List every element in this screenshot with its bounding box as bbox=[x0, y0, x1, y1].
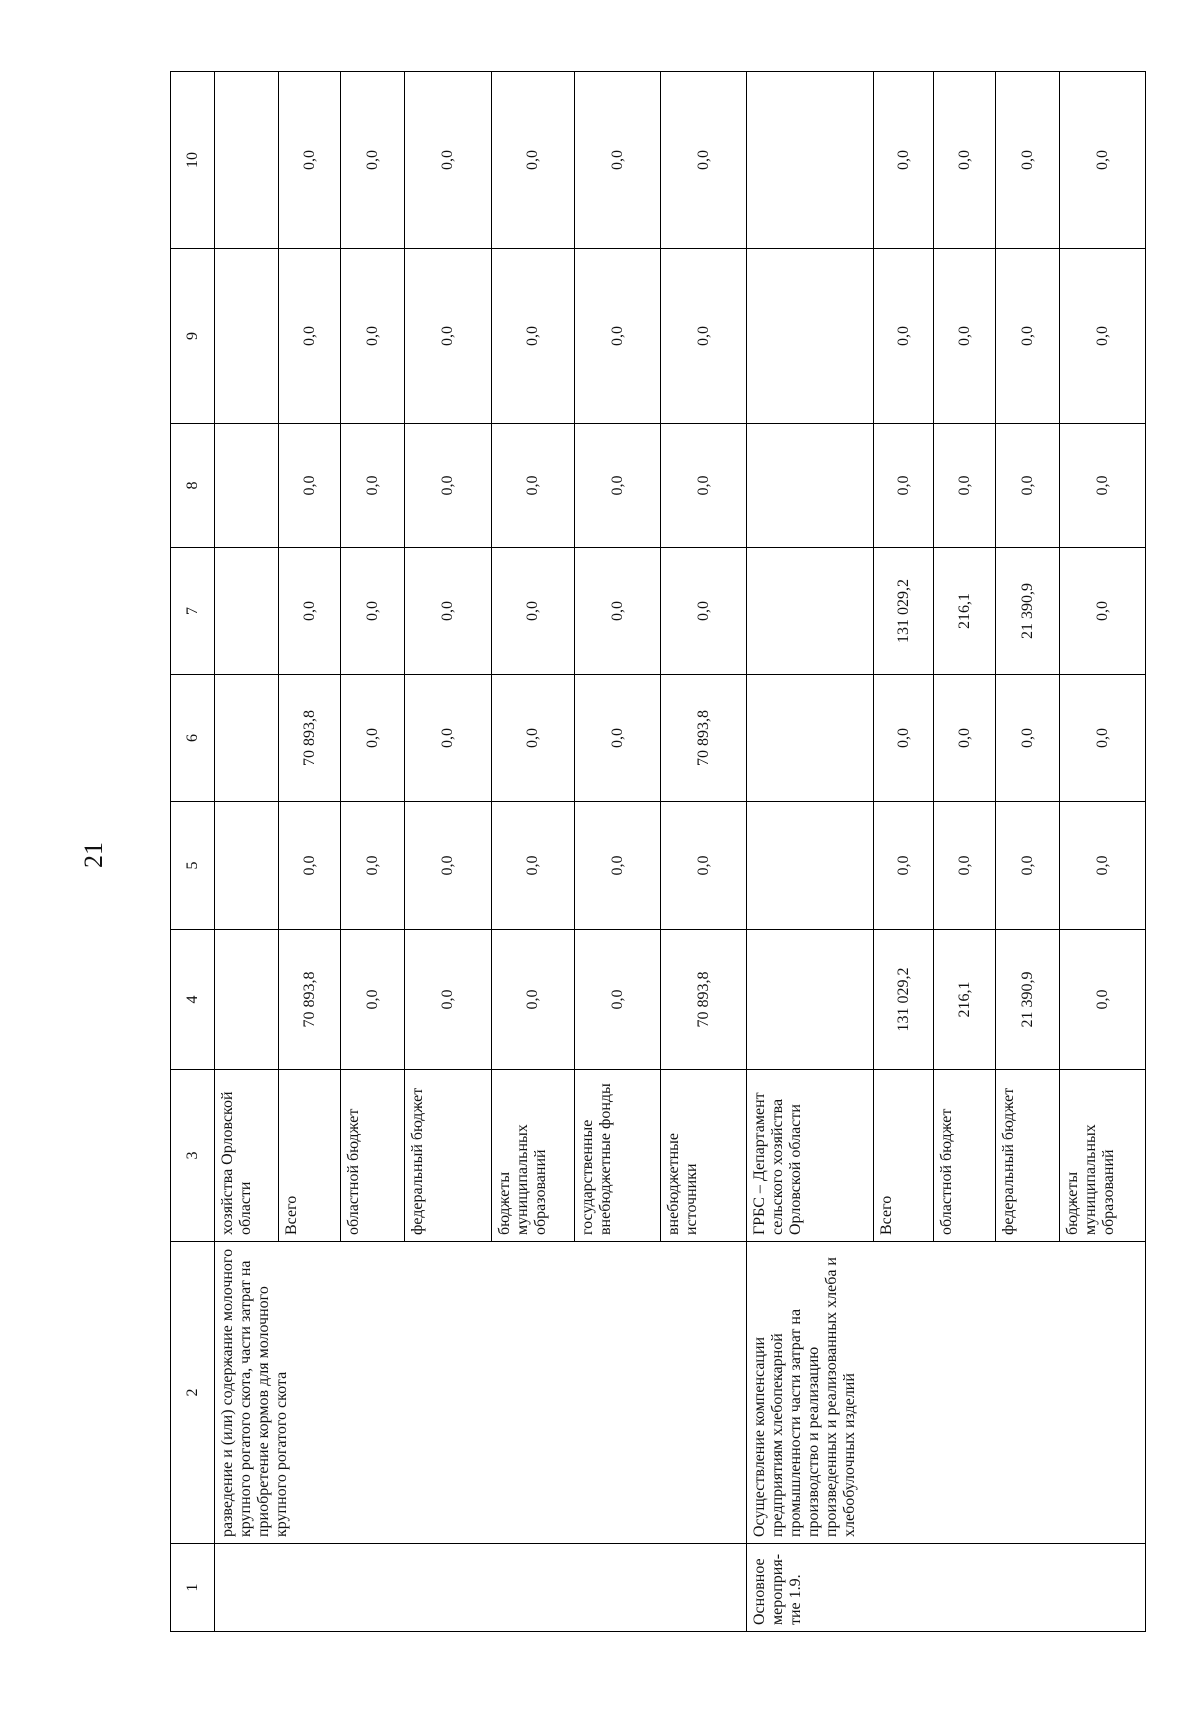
value-cell: 131 029,2 bbox=[874, 548, 934, 675]
funding-source-cell: областной бюджет bbox=[934, 1070, 996, 1242]
empty-cell bbox=[215, 802, 279, 930]
value-cell: 70 893,8 bbox=[279, 675, 341, 802]
value-cell: 216,1 bbox=[934, 548, 996, 675]
value-cell: 0,0 bbox=[874, 424, 934, 548]
value-cell: 0,0 bbox=[661, 802, 747, 930]
header-cell: 10 bbox=[171, 72, 215, 249]
value-cell: 0,0 bbox=[1060, 424, 1146, 548]
header-cell: 1 bbox=[171, 1544, 215, 1632]
value-cell: 0,0 bbox=[405, 424, 492, 548]
funding-source-cell: внебюджетные источники bbox=[661, 1070, 747, 1242]
header-cell: 4 bbox=[171, 930, 215, 1070]
value-cell: 0,0 bbox=[996, 424, 1060, 548]
grbs-row bbox=[215, 72, 279, 1632]
empty-cell bbox=[747, 802, 874, 930]
grbs-row bbox=[747, 72, 874, 1632]
value-cell: 0,0 bbox=[1060, 675, 1146, 802]
value-cell: 0,0 bbox=[405, 802, 492, 930]
value-cell: 0,0 bbox=[934, 675, 996, 802]
value-cell: 0,0 bbox=[575, 548, 661, 675]
value-cell: 0,0 bbox=[1060, 72, 1146, 249]
value-cell: 0,0 bbox=[874, 72, 934, 249]
header-cell: 5 bbox=[171, 802, 215, 930]
empty-cell bbox=[747, 249, 874, 424]
empty-cell bbox=[215, 930, 279, 1070]
header-cell: 6 bbox=[171, 675, 215, 802]
empty-cell bbox=[215, 675, 279, 802]
value-cell: 21 390,9 bbox=[996, 930, 1060, 1070]
empty-cell bbox=[215, 424, 279, 548]
value-cell: 0,0 bbox=[405, 249, 492, 424]
value-cell: 0,0 bbox=[575, 802, 661, 930]
value-cell: 216,1 bbox=[934, 930, 996, 1070]
value-cell: 0,0 bbox=[492, 424, 575, 548]
value-cell: 0,0 bbox=[874, 802, 934, 930]
value-cell: 0,0 bbox=[405, 72, 492, 249]
value-cell: 0,0 bbox=[934, 72, 996, 249]
value-cell: 0,0 bbox=[575, 72, 661, 249]
page-number: 21 bbox=[79, 842, 108, 868]
value-cell: 0,0 bbox=[492, 72, 575, 249]
value-cell: 0,0 bbox=[874, 249, 934, 424]
empty-cell bbox=[747, 930, 874, 1070]
value-cell: 0,0 bbox=[661, 72, 747, 249]
value-cell: 0,0 bbox=[405, 930, 492, 1070]
funding-source-cell: федеральный бюджет bbox=[996, 1070, 1060, 1242]
value-cell: 0,0 bbox=[996, 802, 1060, 930]
rotated-table-wrapper bbox=[170, 72, 1117, 1632]
value-cell: 0,0 bbox=[341, 802, 405, 930]
value-cell: 0,0 bbox=[1060, 548, 1146, 675]
value-cell: 0,0 bbox=[996, 249, 1060, 424]
value-cell: 0,0 bbox=[575, 675, 661, 802]
value-cell: 131 029,2 bbox=[874, 930, 934, 1070]
empty-cell bbox=[215, 72, 279, 249]
value-cell: 0,0 bbox=[996, 675, 1060, 802]
measure-code-cell bbox=[215, 1544, 747, 1632]
empty-cell bbox=[747, 72, 874, 249]
value-cell: 0,0 bbox=[279, 72, 341, 249]
funding-source-cell: областной бюджет bbox=[341, 1070, 405, 1242]
empty-cell bbox=[215, 249, 279, 424]
value-cell: 0,0 bbox=[341, 548, 405, 675]
value-cell: 0,0 bbox=[492, 548, 575, 675]
empty-cell bbox=[747, 548, 874, 675]
value-cell: 70 893,8 bbox=[661, 930, 747, 1070]
header-row bbox=[171, 72, 215, 1632]
value-cell: 0,0 bbox=[341, 249, 405, 424]
value-cell: 0,0 bbox=[661, 548, 747, 675]
value-cell: 0,0 bbox=[575, 930, 661, 1070]
empty-cell bbox=[747, 675, 874, 802]
value-cell: 0,0 bbox=[492, 802, 575, 930]
funding-source-cell: федеральный бюджет bbox=[405, 1070, 492, 1242]
value-cell: 0,0 bbox=[492, 675, 575, 802]
header-cell: 9 bbox=[171, 249, 215, 424]
value-cell: 0,0 bbox=[661, 249, 747, 424]
header-cell: 7 bbox=[171, 548, 215, 675]
value-cell: 0,0 bbox=[1060, 930, 1146, 1070]
value-cell: 0,0 bbox=[405, 675, 492, 802]
funding-source-cell: государственные внебюджетные фонды bbox=[575, 1070, 661, 1242]
value-cell: 0,0 bbox=[341, 675, 405, 802]
funding-source-cell: Всего bbox=[874, 1070, 934, 1242]
measure-name-cell: Осуществление компенсации предприятиям хлебопекарной промышленности части затрат на производство и реализацию произведенных и реализованных хлеба и хлебобулочных изделий bbox=[747, 1242, 1146, 1544]
value-cell: 21 390,9 bbox=[996, 548, 1060, 675]
value-cell: 0,0 bbox=[661, 424, 747, 548]
empty-cell bbox=[215, 548, 279, 675]
value-cell: 0,0 bbox=[279, 424, 341, 548]
grbs-cell: ГРБС – Департамент сельского хозяйства Орловской области bbox=[747, 1070, 874, 1242]
value-cell: 0,0 bbox=[575, 424, 661, 548]
value-cell: 0,0 bbox=[874, 675, 934, 802]
funding-source-cell: Всего bbox=[279, 1070, 341, 1242]
budget-table bbox=[170, 71, 1146, 1632]
value-cell: 0,0 bbox=[996, 72, 1060, 249]
header-cell: 2 bbox=[171, 1242, 215, 1544]
funding-source-cell: бюджеты муниципальных образований bbox=[492, 1070, 575, 1242]
measure-code-cell: Основное мероприя-тие 1.9. bbox=[747, 1544, 1146, 1632]
empty-cell bbox=[747, 424, 874, 548]
table-body bbox=[171, 72, 1146, 1632]
value-cell: 0,0 bbox=[1060, 802, 1146, 930]
value-cell: 0,0 bbox=[341, 930, 405, 1070]
funding-source-cell: бюджеты муниципальных образований bbox=[1060, 1070, 1146, 1242]
value-cell: 0,0 bbox=[341, 424, 405, 548]
value-cell: 0,0 bbox=[341, 72, 405, 249]
value-cell: 0,0 bbox=[934, 249, 996, 424]
value-cell: 0,0 bbox=[279, 548, 341, 675]
value-cell: 0,0 bbox=[405, 548, 492, 675]
measure-name-cell: разведение и (или) содержание молочного крупного рогатого скота, части затрат на приобретение кормов для молочного крупного рогатого скота bbox=[215, 1242, 747, 1544]
value-cell: 0,0 bbox=[934, 424, 996, 548]
value-cell: 0,0 bbox=[279, 802, 341, 930]
value-cell: 70 893,8 bbox=[661, 675, 747, 802]
value-cell: 0,0 bbox=[575, 249, 661, 424]
header-cell: 3 bbox=[171, 1070, 215, 1242]
grbs-cell: хозяйства Орловской области bbox=[215, 1070, 279, 1242]
value-cell: 0,0 bbox=[492, 930, 575, 1070]
value-cell: 0,0 bbox=[492, 249, 575, 424]
value-cell: 0,0 bbox=[279, 249, 341, 424]
value-cell: 0,0 bbox=[934, 802, 996, 930]
header-cell: 8 bbox=[171, 424, 215, 548]
value-cell: 0,0 bbox=[1060, 249, 1146, 424]
value-cell: 70 893,8 bbox=[279, 930, 341, 1070]
